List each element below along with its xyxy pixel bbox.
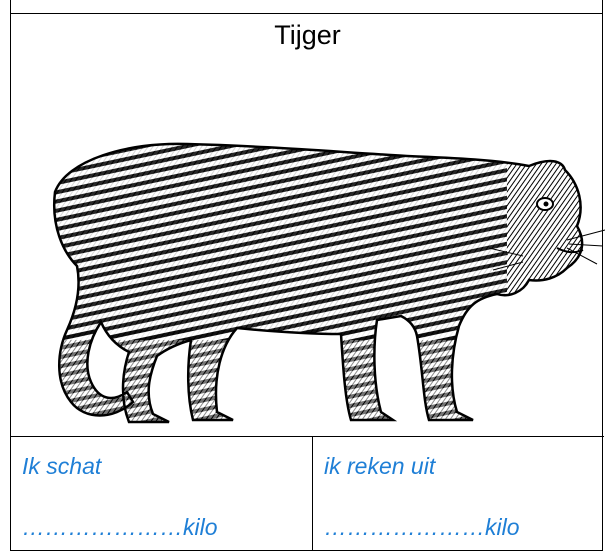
answer-row [11,436,604,551]
worksheet-card [10,0,603,551]
card-title: Tijger [274,20,341,50]
estimate-answer-blank[interactable]: …………………kilo [22,514,218,540]
calculate-answer-blank[interactable]: …………………kilo [324,514,520,540]
estimate-cell [11,437,313,550]
calculate-label: ik reken uit [324,453,436,479]
estimate-label: Ik schat [22,453,102,479]
calculate-cell [313,437,602,550]
tiger-illustration [37,130,605,432]
